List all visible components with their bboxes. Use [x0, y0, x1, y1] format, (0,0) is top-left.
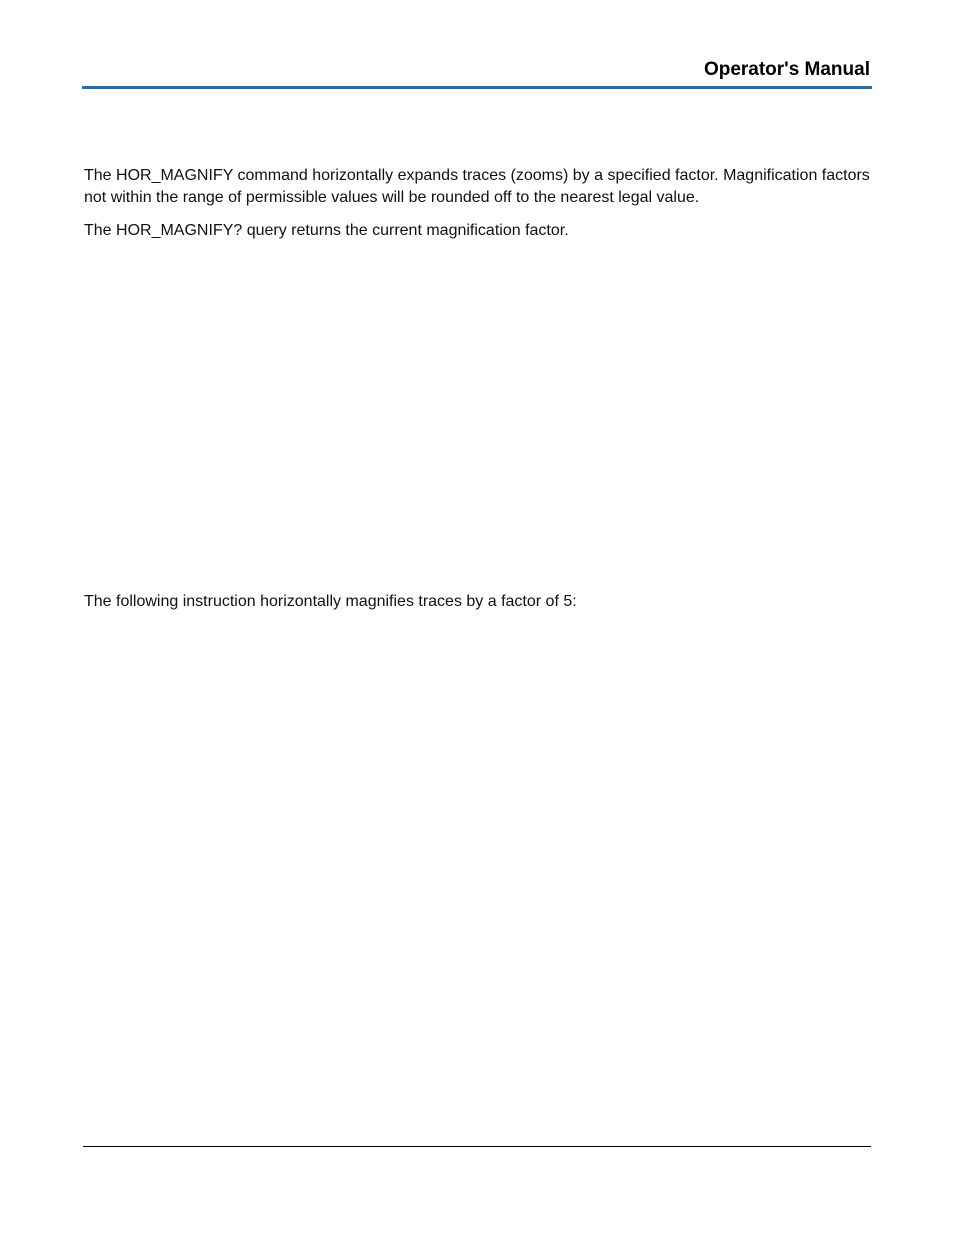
- header-divider: [82, 86, 872, 89]
- example-intro-paragraph: The following instruction horizontally magnifies traces by a factor of 5:: [84, 593, 577, 610]
- page-header-title: Operator's Manual: [703, 59, 870, 80]
- query-description-paragraph: The HOR_MAGNIFY? query returns the current magnification factor.: [84, 222, 569, 239]
- description-paragraph: The HOR_MAGNIFY command horizontally expands traces (zooms) by a specified factor. Magnification factors not within the range of permissible values will be rounded off to the nearest legal value.: [84, 167, 870, 206]
- footer-divider: [83, 1146, 871, 1147]
